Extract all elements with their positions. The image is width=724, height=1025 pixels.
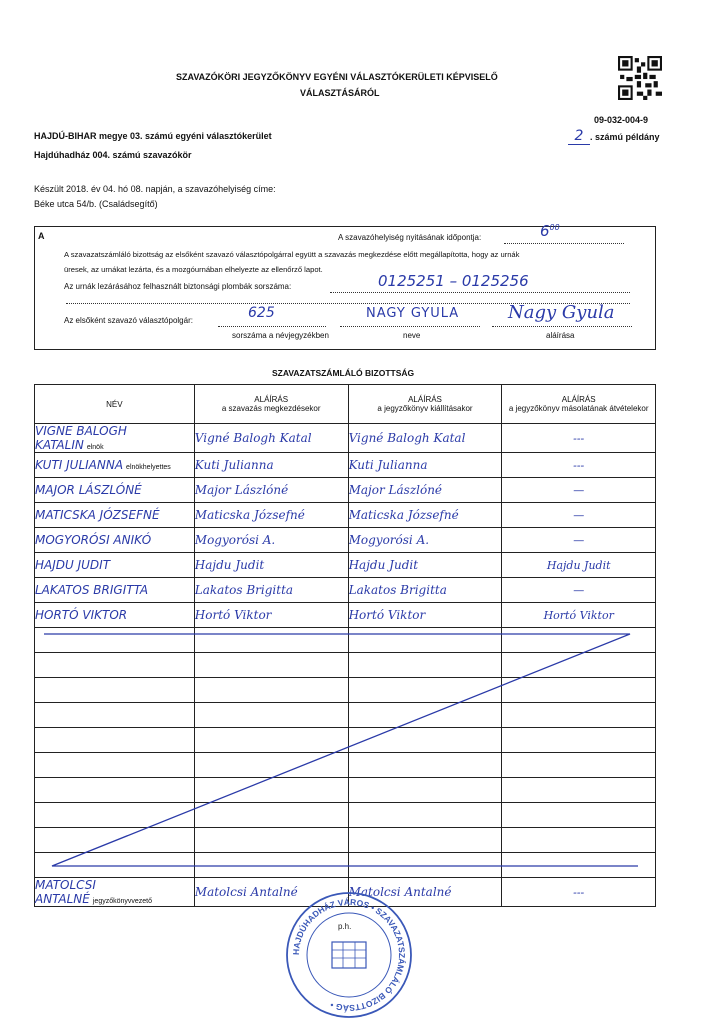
first-voter-name-line [340, 326, 480, 327]
member-name: LAKATOS BRIGITTA [35, 583, 149, 597]
signature: — [573, 583, 585, 597]
svg-text:HAJDÚHADHÁZ VÁROS • SZAVAZATSZ: HAJDÚHADHÁZ VÁROS • SZAVAZATSZÁMLÁLÓ BIZOTTSÁG • [290, 896, 408, 1014]
member-name: MOGYORÓSI ANIKÓ [35, 533, 152, 547]
table-row [35, 453, 656, 478]
member-name-cell [35, 453, 195, 478]
signature-cell-1 [194, 478, 348, 503]
signature-cell-1 [194, 424, 348, 453]
signature-cell-3 [502, 878, 656, 907]
signature: — [573, 508, 585, 522]
col-number-label: sorszáma a névjegyzékben [232, 331, 329, 340]
member-name-cell [35, 578, 195, 603]
header-sig2: ALÁÍRÁS a jegyzőkönyv kiállításakor [348, 385, 502, 424]
first-voter-number: 625 [248, 305, 275, 321]
signature-cell-1 [194, 578, 348, 603]
opening-time-value: $6^{00}$ [540, 222, 560, 240]
signature: Vigné Balogh Katal [348, 431, 466, 445]
signature: Vigné Balogh Katal [194, 431, 312, 445]
stamp-seal-icon [284, 890, 414, 1020]
copy-number: 2 [568, 128, 590, 145]
signature-cell-2 [348, 503, 502, 528]
signature: --- [573, 431, 585, 445]
table-row [35, 578, 656, 603]
signature-cell-2 [348, 553, 502, 578]
signature: Hajdu Judit [348, 558, 419, 572]
first-voter-number-line [218, 326, 326, 327]
signature: --- [573, 885, 585, 899]
member-name-cell [35, 478, 195, 503]
signature-cell-3 [502, 578, 656, 603]
header-sig3: ALÁÍRÁS a jegyzőkönyv másolatának átvételekor [502, 385, 656, 424]
committee-header-row [35, 385, 656, 424]
signature: Kuti Julianna [194, 458, 274, 472]
first-voter-label: Az elsőként szavazó választópolgár: [64, 316, 193, 325]
signature-cell-3 [502, 503, 656, 528]
signature-cell-2 [348, 453, 502, 478]
col-name-label: neve [403, 331, 421, 340]
member-name: MAJOR LÁSZLÓNÉ [35, 483, 142, 497]
signature: Matolcsi Antalné [348, 885, 452, 899]
signature: — [573, 533, 585, 547]
intro-line1: Készült 2018. év 04. hó 08. napján, a szavazóhelyiség címe: [34, 184, 276, 194]
member-name: MATOLCSI ANTALNÉ [35, 878, 96, 906]
signature: Hortó Viktor [348, 608, 426, 622]
table-row [35, 528, 656, 553]
member-name: HORTÓ VIKTOR [35, 608, 128, 622]
member-name-cell [35, 528, 195, 553]
signature: Hortó Viktor [543, 608, 614, 622]
signature: --- [573, 458, 585, 472]
official-stamp [284, 890, 414, 1020]
signature: Maticska Józsefné [194, 508, 305, 522]
member-name-cell [35, 503, 195, 528]
paragraph-line1: A szavazatszámláló bizottság az elsőként szavazó választópolgárral együtt a szavazás megkezdése előtt megállapította, hogy az urnák [64, 250, 520, 259]
header-name: NÉV [35, 385, 195, 424]
first-voter-signature: Nagy Gyula [508, 302, 615, 323]
document-title-line1: SZAVAZÓKÖRI JEGYZŐKÖNYV EGYÉNI VÁLASZTÓKERÜLETI KÉPVISELŐ [176, 72, 498, 82]
member-name: HAJDU JUDIT [35, 558, 111, 572]
precinct-line: Hajdúhadház 004. számú szavazókör [34, 150, 192, 160]
signature: Major Lászlóné [194, 483, 289, 497]
opening-time-label: A szavazóhelyiség nyitásának időpontja: [338, 233, 482, 242]
paragraph-line2: üresek, az urnákat lezárta, és a mozgóurnában elhelyezte az ellenőrző lapot. [64, 265, 323, 274]
stamp-ph: p.h. [338, 922, 352, 931]
signature: Hajdu Judit [546, 558, 611, 572]
document-title-line2: VÁLASZTÁSÁRÓL [300, 88, 380, 98]
document-code: 09-032-004-9 [594, 115, 649, 125]
intro-line2: Béke utca 54/b. (Családsegítő) [34, 199, 158, 209]
opening-time-line [504, 243, 624, 244]
empty-rows-strike [34, 620, 656, 880]
signature: Mogyorósi A. [194, 533, 276, 547]
signature: Matolcsi Antalné [194, 885, 298, 899]
seal-numbers: 0125251 – 0125256 [378, 272, 529, 290]
signature-cell-3 [502, 453, 656, 478]
signature-cell-1 [194, 453, 348, 478]
copy-number-block [568, 128, 660, 145]
signature-cell-3 [502, 424, 656, 453]
member-role: elnökhelyettes [126, 464, 171, 471]
member-name-cell [35, 878, 195, 907]
header-sig1: ALÁÍRÁS a szavazás megkezdésekor [194, 385, 348, 424]
member-name: MATICSKA JÓZSEFNÉ [35, 508, 160, 522]
signature: Lakatos Brigitta [194, 583, 294, 597]
signature-cell-1 [194, 553, 348, 578]
col-signature-label: aláírása [546, 331, 575, 340]
seal-label: Az urnák lezárásához felhasznált biztonsági plombák sorszáma: [64, 282, 292, 291]
signature-cell-3 [502, 528, 656, 553]
member-name: KUTI JULIANNA [35, 458, 124, 472]
member-role: jegyzőkönyvvezető [92, 898, 153, 905]
first-voter-sig-line [492, 326, 632, 327]
section-a-letter: A [38, 231, 45, 241]
signature: Kuti Julianna [348, 458, 428, 472]
qr-code-icon [618, 56, 662, 100]
table-row [35, 424, 656, 453]
table-row [35, 553, 656, 578]
signature-cell-3 [502, 478, 656, 503]
signature: Major Lászlóné [348, 483, 443, 497]
table-row [35, 478, 656, 503]
signature-cell-1 [194, 528, 348, 553]
signature: Hajdu Judit [194, 558, 265, 572]
member-name-cell [35, 424, 195, 453]
seal-line [330, 292, 630, 293]
table-row [35, 503, 656, 528]
signature-cell-1 [194, 503, 348, 528]
signature-cell-2 [348, 478, 502, 503]
signature-cell-3 [502, 553, 656, 578]
member-name: VIGNE BALOGH KATALIN [35, 424, 127, 452]
signature: Lakatos Brigitta [348, 583, 447, 597]
district-line: HAJDÚ-BIHAR megye 03. számú egyéni választókerület [34, 131, 272, 141]
signature-cell-2 [348, 528, 502, 553]
signature: — [573, 483, 585, 497]
member-name-cell [35, 553, 195, 578]
signature-cell-2 [348, 578, 502, 603]
signature: Mogyorósi A. [348, 533, 430, 547]
signature: Maticska Józsefné [348, 508, 459, 522]
committee-title: SZAVAZATSZÁMLÁLÓ BIZOTTSÁG [272, 368, 415, 378]
first-voter-name: NAGY GYULA [366, 306, 460, 321]
member-role: elnök [86, 444, 104, 451]
copy-label: . számú példány [590, 132, 660, 142]
signature-cell-2 [348, 424, 502, 453]
signature: Hortó Viktor [194, 608, 272, 622]
